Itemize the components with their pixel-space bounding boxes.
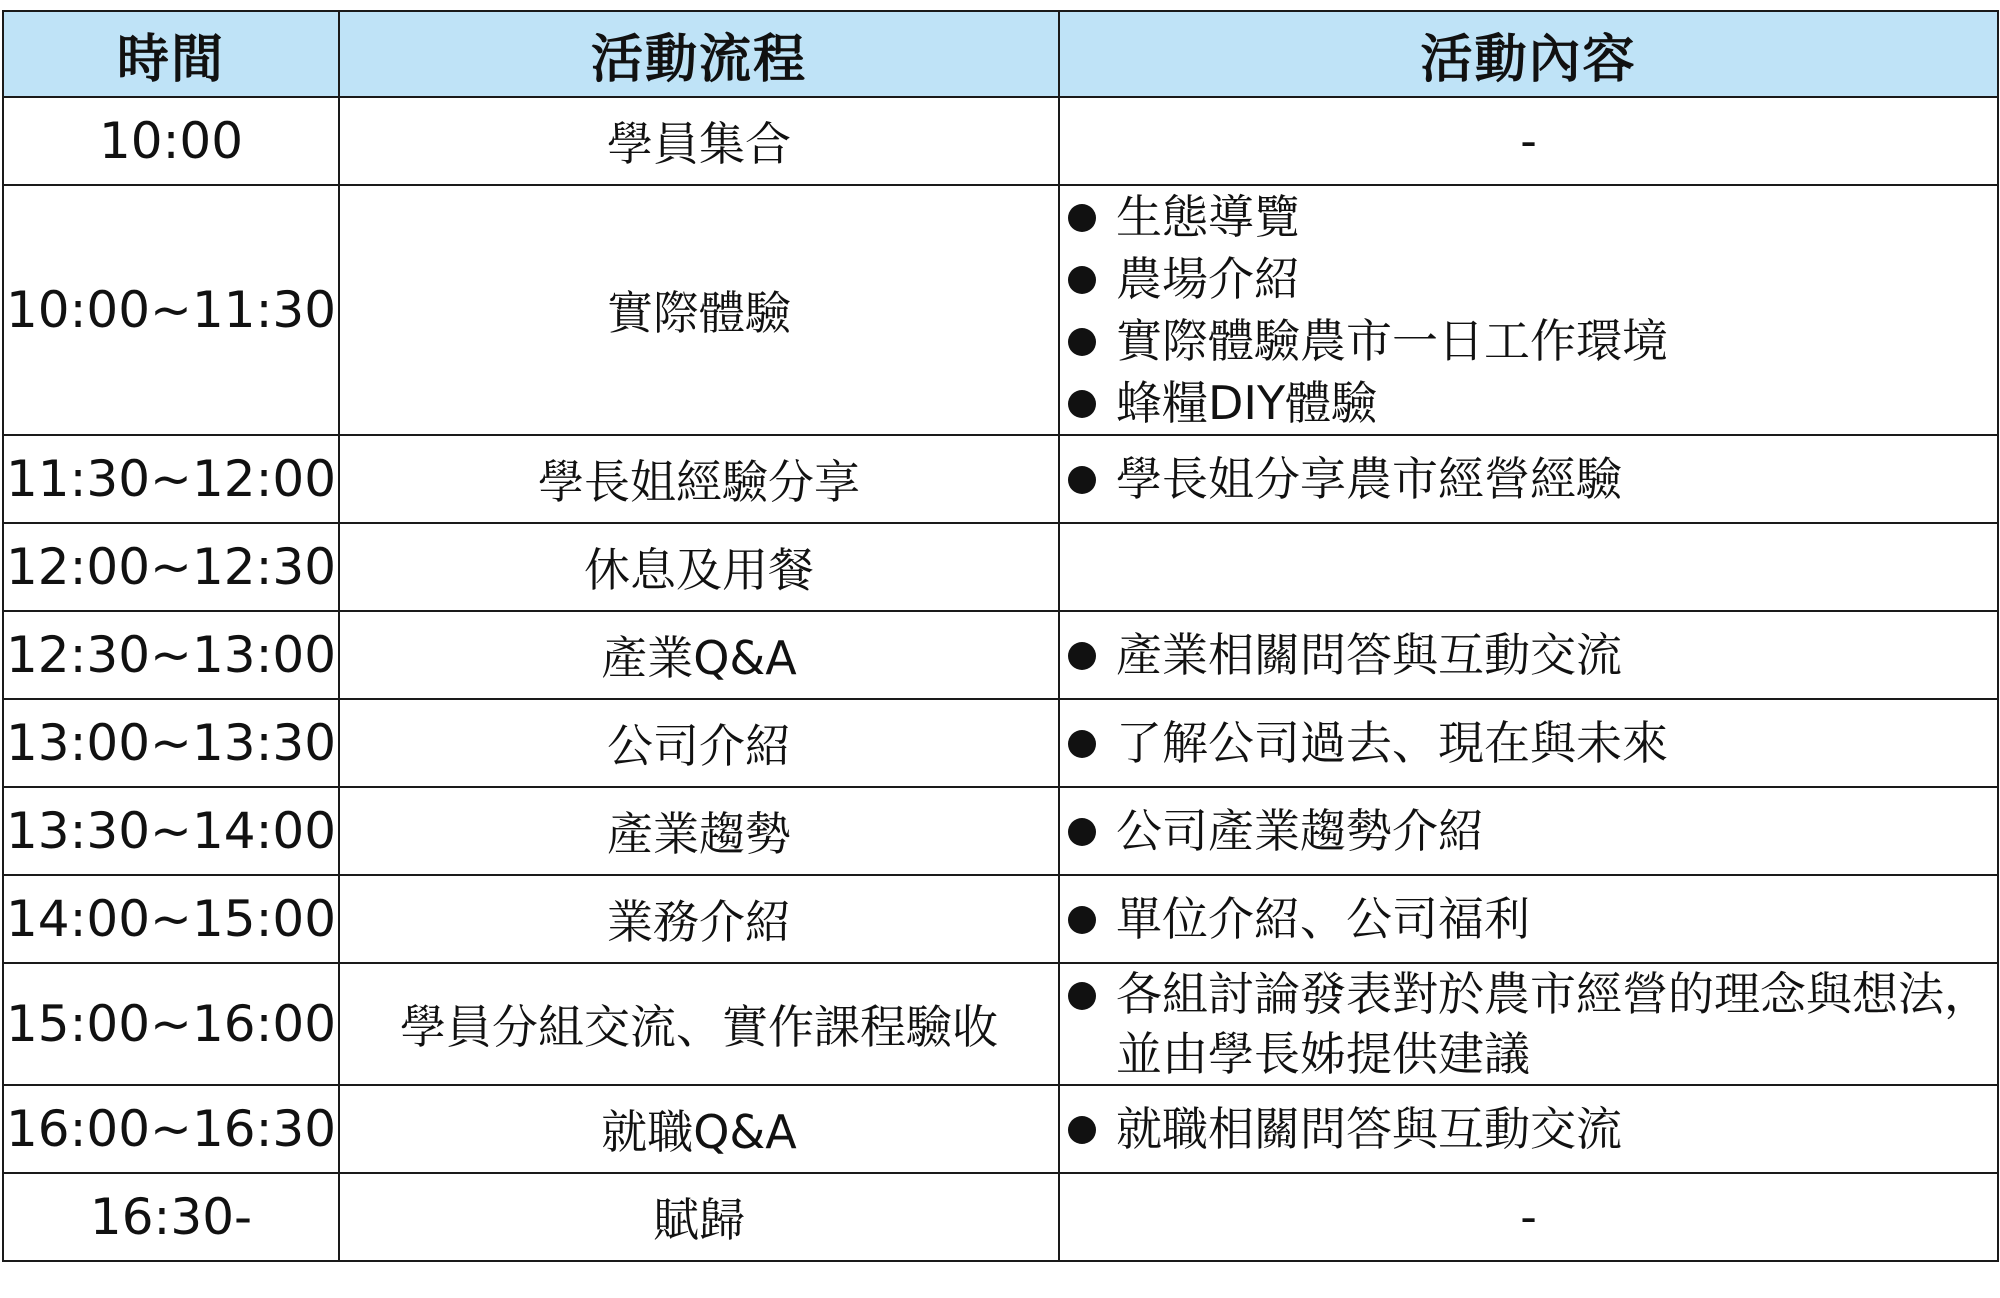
process-cell: 產業趨勢	[339, 787, 1059, 875]
bullet-list	[1060, 1098, 1997, 1160]
content-cell	[1059, 185, 1998, 435]
bullet-icon	[1068, 328, 1096, 356]
table-row	[3, 1085, 1998, 1173]
content-cell: -	[1059, 97, 1998, 185]
content-cell	[1059, 963, 1998, 1085]
bullet-icon	[1068, 906, 1096, 934]
bullet-list	[1060, 186, 1997, 434]
bullet-text: 實際體驗農市一日工作環境	[1116, 314, 1668, 368]
process-cell: 學員集合	[339, 97, 1059, 185]
list-item	[1060, 186, 1997, 248]
bullet-text: 各組討論發表對於農市經營的理念與想法，並由學長姊提供建議	[1116, 967, 1990, 1081]
time-cell: 16:00~16:30	[3, 1085, 339, 1173]
bullet-text: 就職相關問答與互動交流	[1116, 1102, 1622, 1156]
table-row	[3, 185, 1998, 435]
table-row	[3, 787, 1998, 875]
time-cell: 12:30~13:00	[3, 611, 339, 699]
bullet-icon	[1068, 730, 1096, 758]
process-cell: 產業Q&A	[339, 611, 1059, 699]
bullet-text: 農場介紹	[1116, 252, 1300, 306]
bullet-list	[1060, 624, 1997, 686]
list-item	[1060, 712, 1997, 774]
process-cell: 學長姐經驗分享	[339, 435, 1059, 523]
header-row	[3, 11, 1998, 97]
bullet-list	[1060, 800, 1997, 862]
content-cell: -	[1059, 1173, 1998, 1261]
table-row	[3, 435, 1998, 523]
header-time: 時間	[3, 11, 339, 97]
bullet-text: 公司產業趨勢介紹	[1116, 804, 1484, 858]
process-cell: 就職Q&A	[339, 1085, 1059, 1173]
content-cell	[1059, 435, 1998, 523]
header-process: 活動流程	[339, 11, 1059, 97]
bullet-text: 學長姐分享農市經營經驗	[1116, 452, 1622, 506]
process-cell: 業務介紹	[339, 875, 1059, 963]
time-cell: 15:00~16:00	[3, 963, 339, 1085]
list-item	[1060, 448, 1997, 510]
table-row	[3, 97, 1998, 185]
content-cell	[1059, 611, 1998, 699]
bullet-text: 產業相關問答與互動交流	[1116, 628, 1622, 682]
bullet-icon	[1068, 982, 1096, 1010]
table-row	[3, 523, 1998, 611]
list-item	[1060, 372, 1997, 434]
process-cell: 公司介紹	[339, 699, 1059, 787]
bullet-list	[1060, 888, 1997, 950]
bullet-icon	[1068, 642, 1096, 670]
list-item	[1060, 888, 1997, 950]
list-item	[1060, 248, 1997, 310]
bullet-icon	[1068, 266, 1096, 294]
bullet-list	[1060, 712, 1997, 774]
list-item	[1060, 624, 1997, 686]
time-cell: 13:00~13:30	[3, 699, 339, 787]
bullet-list	[1060, 448, 1997, 510]
list-item	[1060, 964, 1997, 1084]
bullet-text: 生態導覽	[1116, 190, 1300, 244]
table-row	[3, 611, 1998, 699]
content-cell	[1059, 787, 1998, 875]
content-cell	[1059, 875, 1998, 963]
content-cell	[1059, 523, 1998, 611]
time-cell: 14:00~15:00	[3, 875, 339, 963]
time-cell: 10:00~11:30	[3, 185, 339, 435]
time-cell: 16:30-	[3, 1173, 339, 1261]
bullet-icon	[1068, 1116, 1096, 1144]
bullet-list	[1060, 964, 1997, 1084]
list-item	[1060, 310, 1997, 372]
bullet-icon	[1068, 466, 1096, 494]
process-cell: 學員分組交流、實作課程驗收	[339, 963, 1059, 1085]
process-cell: 休息及用餐	[339, 523, 1059, 611]
bullet-text: 單位介紹、公司福利	[1116, 892, 1530, 946]
time-cell: 11:30~12:00	[3, 435, 339, 523]
content-cell	[1059, 1085, 1998, 1173]
list-item	[1060, 800, 1997, 862]
list-item	[1060, 1098, 1997, 1160]
table-row	[3, 1173, 1998, 1261]
table-row	[3, 699, 1998, 787]
table-row	[3, 963, 1998, 1085]
bullet-icon	[1068, 204, 1096, 232]
table-row	[3, 875, 1998, 963]
bullet-text: 了解公司過去、現在與未來	[1116, 716, 1668, 770]
header-content: 活動內容	[1059, 11, 1998, 97]
time-cell: 10:00	[3, 97, 339, 185]
time-cell: 12:00~12:30	[3, 523, 339, 611]
bullet-icon	[1068, 390, 1096, 418]
bullet-icon	[1068, 818, 1096, 846]
process-cell: 賦歸	[339, 1173, 1059, 1261]
schedule-table	[2, 10, 1999, 1262]
content-cell	[1059, 699, 1998, 787]
process-cell: 實際體驗	[339, 185, 1059, 435]
time-cell: 13:30~14:00	[3, 787, 339, 875]
bullet-text: 蜂糧DIY體驗	[1116, 376, 1378, 430]
